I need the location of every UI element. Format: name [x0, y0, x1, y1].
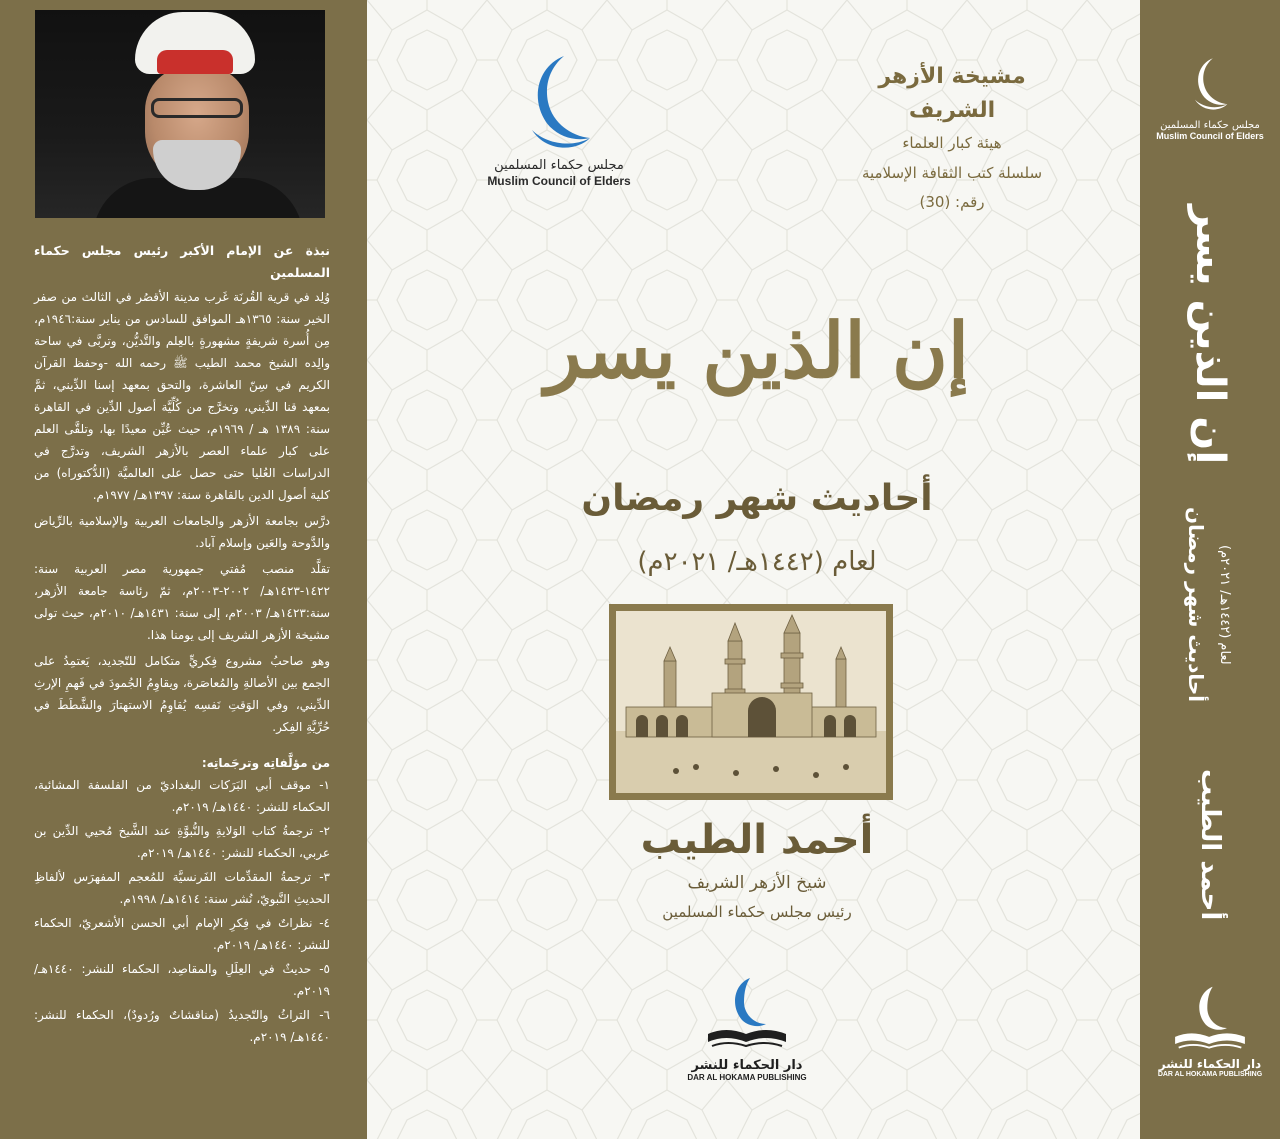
azhar-series-header [837, 60, 1067, 216]
publisher-name-en: DAR AL HOKAMA PUBLISHING [687, 1073, 807, 1082]
spine-year: لعام (١٤٤٢هـ/ ٢٠٢١م) [1217, 545, 1232, 665]
bio-paragraph: درَّس بجامعة الأزهر والجامعات العربية والإسلامية بالرِّياض والدَّوحة والعَين وإسلام آباد. [34, 514, 330, 550]
crescent-book-icon [1168, 985, 1252, 1053]
author-biography [34, 240, 330, 1050]
author-title-council: رئيس مجلس حكماء المسلمين [662, 903, 852, 921]
spine-publisher-name-en: DAR AL HOKAMA PUBLISHING [1157, 1071, 1263, 1078]
publisher-logo [677, 976, 817, 1082]
spine-author-name: أحمد الطيب [1195, 769, 1225, 921]
front-cover [367, 0, 1140, 1139]
author-block [607, 812, 907, 926]
works-item: ٥- حديثٌ في العِلَلِ والمقاصِد، الحكماء للنشر: ١٤٤٠هـ/ ٢٠١٩م. [34, 962, 330, 998]
crescent-book-icon [702, 976, 792, 1052]
council-name-ar: مجلس حكماء المسلمين [494, 158, 624, 173]
spine-subtitle: أحاديث شهر رمضان [1184, 507, 1208, 703]
spine-council-name-ar: مجلس حكماء المسلمين [1160, 120, 1260, 131]
azhar-title: مشيخة الأزهر الشريف [878, 64, 1026, 123]
works-item: ٣- ترجمةُ المقدِّمات الفَرنسيَّة للمُعجم المفهرَس لألفاظِ الحديثِ النَّبويّ، نُشر سنة: ١٤١٤هـ/ ١٩٩٨م. [34, 870, 330, 906]
bio-paragraph: تقلَّد منصب مُفتي جمهورية مصر العربية سنة: ١٤٢٢-١٤٢٣هـ/ ٢٠٠٢-٢٠٠٣م، ثمّ رئاسة جامعة الأزهر، سنة:١٤٢٣هـ/ ٢٠٠٣م، إلى سنة: ١٤٣١هـ/ ٢٠١٠م، حيث تولى مشيخة الأزهر الشريف إلى يومنا هذا. [34, 562, 331, 642]
azhar-mosque-engraving [609, 604, 893, 800]
spine-subtitle-group [1140, 505, 1280, 705]
series-number: رقم: (30) [919, 193, 985, 211]
spine-publisher-name-ar: دار الحكماء للنشر [1158, 1057, 1262, 1071]
works-item: ٤- نظراتٌ في فِكرِ الإمام أبي الحسن الأشعريّ، الحكماء للنشر: ١٤٤٠هـ/ ٢٠١٩م. [34, 916, 330, 952]
back-cover [0, 0, 367, 1139]
bio-heading: نبذة عن الإمام الأكبر رئيس مجلس حكماء المسلمين [34, 243, 330, 280]
author-portrait [35, 10, 325, 218]
bio-paragraph: وهو صاحبُ مشروع فِكريٍّ متكامل للتّجديد، يَعتمِدُ على الجمع بين الأصالةِ والمُعاصَرة، ويقاوِمُ الجُمودَ في فَهمِ الإرثِ الدِّيني، وفي الوَقتِ نَفسِه يُقاوِمُ الاستهتارَ والشَّطَطَ في حُرِّيَّةِ الفِكر. [34, 654, 330, 734]
spine-publisher-logo [1140, 985, 1280, 1078]
spine-council-name-en: Muslim Council of Elders [1156, 131, 1264, 141]
author-name: أحمد الطيب [640, 817, 874, 863]
book-subtitle: أحاديث شهر رمضان [581, 478, 933, 519]
works-heading: من مؤلَّفاتِه وترجَماتِه: [201, 756, 330, 770]
works-list [34, 774, 330, 1048]
author-title-azhar: شيخ الأزهر الشريف [687, 873, 827, 893]
series-name: سلسلة كتب الثقافة الإسلامية [861, 164, 1043, 182]
book-spine [1140, 0, 1280, 1139]
publisher-name-ar: دار الحكماء للنشر [691, 1058, 803, 1073]
crescent-icon [1190, 56, 1230, 112]
book-year: لعام (١٤٤٢هـ/ ٢٠٢١م) [637, 547, 877, 577]
works-item: ٢- ترجمةُ كتاب الوَلايةِ والنُّبوَّةِ عند الشَّيخ مُحيي الدِّين بن عربي، الحكماء للنشر: ١٤٤٠هـ/ ٢٠١٩م. [34, 824, 330, 860]
spine-title [1140, 200, 1280, 470]
scholars-council: هيئة كبار العلماء [902, 134, 1002, 152]
spine-title-text: إن الذين يسر [1187, 205, 1233, 465]
spine-council-logo [1140, 56, 1280, 141]
mosque-illustration [616, 611, 886, 793]
crescent-icon [524, 52, 594, 152]
works-item: ١- موقف أبي البَرَكات البغداديّ من الفلسفة المشائية، الحكماء للنشر: ١٤٤٠هـ/ ٢٠١٩م. [34, 778, 330, 814]
council-name-en: Muslim Council of Elders [487, 174, 631, 188]
spine-author [1140, 735, 1280, 955]
council-logo [469, 52, 649, 222]
bio-paragraph: وُلِد في قرية القُرنَة غَرب مدينة الأقصُر في الثالث من صفر الخير سنة: ١٣٦٥هـ الموافق للسادس من يناير سنة:١٩٤٦م، مِن أُسرة شريفةٍ مشهورةٍ بالعِلم والتَّديُّن، وتربَّى في ساحة والِده الشيخ محمد الطيب ﷺ رحمه الله -وحفظ القرآن الكريم في سِنّ العاشرة، والتحق بمعهد إسنا الدِّيني، ثمَّ بمعهد قنا الدِّيني، وتخرَّج من كُلِّيَّة أصول الدِّين في القاهرة سنة: ١٣٨٩ هـ / ١٩٦٩م، حيث عُيِّن معيدًا بها، وتلقَّى العلم على كبار علماء العصر بالأزهر الشريف، وتدرَّج في الدراسات العُليا حتى حصل على العالميَّة (الدُّكتوراه) من كلية أصول الدين بالقاهرة سنة: ١٣٩٧هـ/ ١٩٧٧م. [34, 290, 330, 502]
works-item: ٦- التراثُ والتّجديدُ (مناقشاتٌ ورُدودٌ)، الحكماء للنشر: ١٤٤٠هـ/ ٢٠١٩م. [34, 1008, 330, 1044]
book-title: إن الذين يسر [545, 306, 969, 395]
